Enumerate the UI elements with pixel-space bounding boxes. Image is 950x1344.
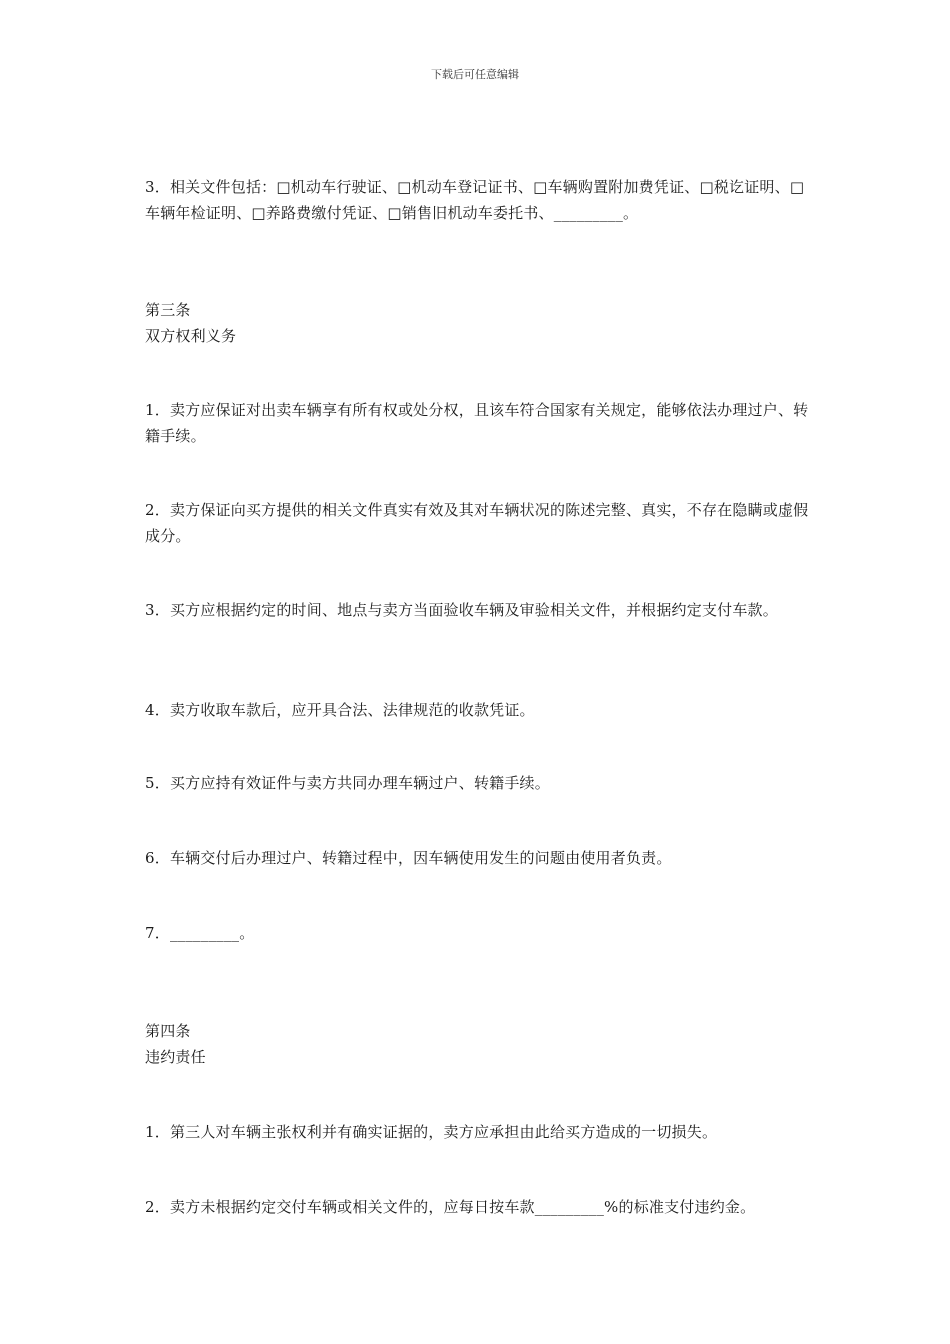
article-4-item-2: 2．卖方未根据约定交付车辆或相关文件的，应每日按车款_________%的标准支付违约金。 (145, 1198, 756, 1216)
article-3-item-3: 3．买方应根据约定的时间、地点与卖方当面验收车辆及审验相关文件，并根据约定支付车款。 (145, 601, 778, 619)
header-note: 下载后可任意编辑 (431, 68, 519, 81)
article-4-item-1: 1．第三人对车辆主张权利并有确实证据的，卖方应承担由此给买方造成的一切损失。 (145, 1123, 718, 1141)
article-3-title: 双方权利义务 (145, 327, 237, 345)
article-4-title: 违约责任 (145, 1048, 206, 1066)
article-3-number: 第三条 (145, 301, 191, 319)
article-4-number: 第四条 (145, 1022, 191, 1040)
article-3-item-7: 7．_________。 (145, 924, 255, 942)
article-3-item-2: 2．卖方保证向买方提供的相关文件真实有效及其对车辆状况的陈述完整、真实，不存在隐瞒或虚假成分。 (145, 501, 809, 545)
article-3-item-1: 1．卖方应保证对出卖车辆享有所有权或处分权，且该车符合国家有关规定，能够依法办理过户、转籍手续。 (145, 401, 809, 445)
related-documents-item: 3．相关文件包括：□机动车行驶证、□机动车登记证书、□车辆购置附加费凭证、□税讫证明、□车辆年检证明、□养路费缴付凭证、□销售旧机动车委托书、_________。 (145, 178, 805, 222)
article-3-item-4: 4．卖方收取车款后，应开具合法、法律规范的收款凭证。 (145, 701, 535, 719)
article-3-item-6: 6．车辆交付后办理过户、转籍过程中，因车辆使用发生的问题由使用者负责。 (145, 849, 672, 867)
article-3-item-5: 5．买方应持有效证件与卖方共同办理车辆过户、转籍手续。 (145, 774, 550, 792)
